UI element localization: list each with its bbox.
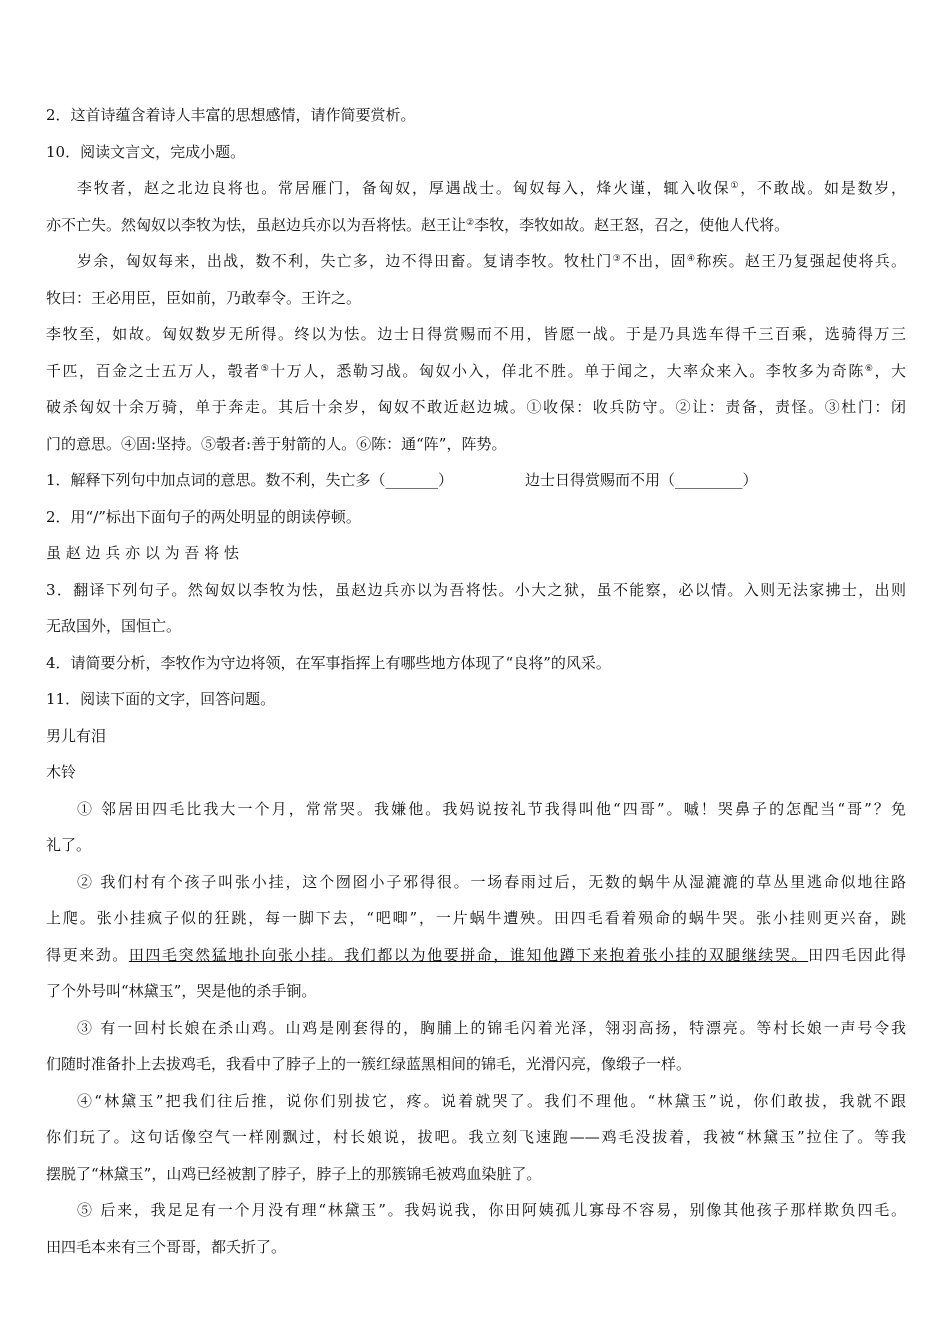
essay-paragraph-1-cont: 礼了。 (46, 836, 92, 854)
classical-text-line: 岁余，匈奴每来，出战，数不利，失亡多，边不得田畜。复请李牧。牧杜门③不出，固④称疾。赵王乃复强起使将兵。 (77, 252, 906, 270)
sub-question-3: 3．翻译下列句子。然匈奴以李牧为怯，虽赵边兵亦以为吾将怯。小大之狱，虽不能察，必以情。入则无法家拂士，出则 (46, 580, 906, 599)
sub-question-3-cont: 无敌国外，国恒亡。 (46, 617, 182, 635)
classical-text-line: 亦不亡失。然匈奴以李牧为怯，虽赵边兵亦以为吾将怯。赵王让②李牧，李牧如故。赵王怒，召之，使他人代将。 (46, 215, 790, 234)
sub-question-2: 2．用“/”标出下面句子的两处明显的朗读停顿。 (46, 507, 361, 526)
essay-paragraph-3-cont: 们随时准备扑上去拔鸡毛，我看中了脖子上的一簇红绿蓝黑相间的锦毛，光滑闪亮，像缎子一样。 (46, 1055, 692, 1073)
essay-title: 男儿有泪 (46, 726, 107, 745)
classical-text-line: 李牧者，赵之北边良将也。常居雁门，备匈奴，厚遇战士。匈奴每入，烽火谨，辄入收保①，不敢战。如是数岁， (77, 179, 906, 197)
essay-paragraph-5-cont: 田四毛本来有三个哥哥，都夭折了。 (46, 1237, 287, 1256)
essay-paragraph-2-cont: 得更来劲。田四毛突然猛地扑向张小挂。我们都以为他要拼命，谁知他蹲下来抱着张小挂的双腿继续哭。田四毛因此得 (46, 945, 906, 964)
essay-paragraph-2: ② 我们村有个孩子叫张小挂，这个囫囵小子邪得很。一场春雨过后，无数的蜗牛从湿漉漉的草丛里逃命似地往路 (77, 872, 906, 891)
essay-paragraph-2-cont: 了个外号叫“林黛玉”，哭是他的杀手锏。 (46, 982, 317, 1000)
classical-text-line: 牧曰：王必用臣，臣如前，乃敢奉令。王许之。 (46, 288, 362, 307)
question-10-heading: 10．阅读文言文，完成小题。 (46, 142, 246, 161)
essay-paragraph-4-cont: 你们玩了。这句话像空气一样刚飘过，村长娘说，拔吧。我立刻飞速跑——鸡毛没拔着，我被“林黛玉”拉住了。等我 (46, 1128, 906, 1146)
footnotes-line: 门的意思。④固:坚持。⑤彀者:善于射箭的人。⑥陈：通“阵”，阵势。 (46, 434, 507, 453)
classical-text-line: 千匹，百金之士五万人，彀者⑤十万人，悉勒习战。匈奴小入，佯北不胜。单于闻之，大率众来入。李牧多为奇陈⑥，大 (46, 361, 906, 380)
classical-text-line: 李牧至，如故。匈奴数岁无所得。终以为怯。边士日得赏赐而不用，皆愿一战。于是乃具选车得千三百乘，选骑得万三 (46, 325, 906, 343)
essay-paragraph-2-cont: 上爬。张小挂疯子似的狂跳，每一脚下去，“吧唧”，一片蜗牛遭殃。田四毛看着殒命的蜗牛哭。张小挂则更兴奋，跳 (46, 909, 906, 927)
underlined-sentence: 田四毛突然猛地扑向张小挂。我们都以为他要拼命，谁知他蹲下来抱着张小挂的双腿继续哭。 (128, 945, 809, 964)
question-2-poem: 2．这首诗蕴含着诗人丰富的思想感情，请作简要赏析。 (46, 106, 416, 124)
classical-text-line: 破杀匈奴十余万骑，单于奔走。其后十余岁，匈奴不敢近赵边城。①收保：收兵防守。②让：责备，责怪。③杜门：闭 (46, 398, 906, 416)
sub-question-1: 1．解释下列句中加点词的意思。数不利，失亡多（_______） 边士日得赏赐而不用（_________） (46, 471, 758, 489)
essay-paragraph-4: ④“林黛玉”把我们往后推，说你们别拔它，疼。说着就哭了。我们不理他。“林黛玉”说，你们敢拔，我就不跟 (77, 1091, 906, 1110)
pause-marking-sentence: 虽 赵 边 兵 亦 以 为 吾 将 怯 (46, 544, 239, 562)
sub-question-4: 4．请简要分析，李牧作为守边将领，在军事指挥上有哪些地方体现了“良将”的风采。 (46, 653, 611, 672)
essay-paragraph-5: ⑤ 后来，我足足有一个月没有理“林黛玉”。我妈说我，你田阿姨孤儿寡母不容易，别像其他孩子那样欺负四毛。 (77, 1201, 906, 1219)
question-11-heading: 11．阅读下面的文字，回答问题。 (46, 690, 276, 708)
essay-paragraph-4-cont: 摆脱了“林黛玉”，山鸡已经被割了脖子，脖子上的那簇锦毛被鸡血染脏了。 (46, 1164, 542, 1183)
essay-paragraph-3: ③ 有一回村长娘在杀山鸡。山鸡是刚套得的，胸脯上的锦毛闪着光泽，翎羽高扬，特漂亮。等村长娘一声号令我 (77, 1018, 906, 1037)
essay-author: 木铃 (46, 763, 77, 781)
essay-paragraph-1: ① 邻居田四毛比我大一个月，常常哭。我嫌他。我妈说按礼节我得叫他“四哥”。嘁！哭鼻子的怎配当“哥”？免 (77, 799, 906, 818)
